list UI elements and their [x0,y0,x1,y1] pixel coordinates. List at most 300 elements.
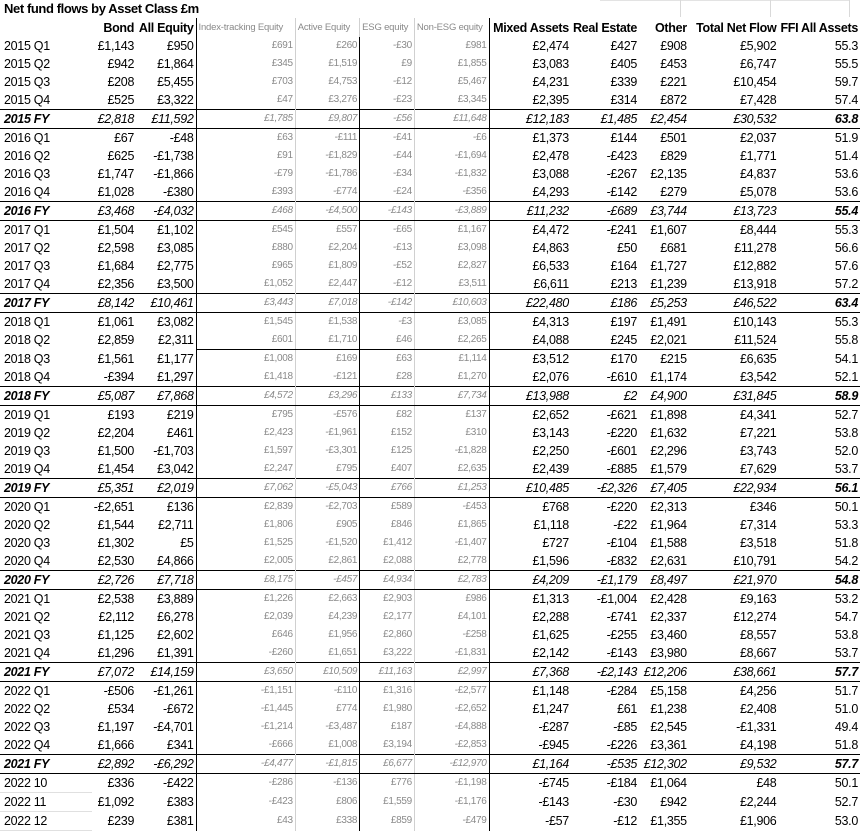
cell-real-estate: -£1,179 [571,571,639,590]
cell-esg-equity: £46 [360,331,415,350]
cell-other: £1,607 [650,223,687,237]
table-row [0,275,860,294]
cell-total-net-flow: £13,723 [689,202,779,221]
cell-esg-equity: -£56 [360,110,415,129]
row-label: 2018 Q4 [4,370,50,384]
cell-all-equity: £383 [136,793,196,812]
cell-non-esg-equity: £310 [414,424,489,442]
cell-other: £1,898 [650,408,687,422]
cell-real-estate: -£832 [606,554,638,568]
cell-non-esg-equity: £3,098 [414,239,489,257]
cell-ffi-all-assets: 53.2 [834,592,858,606]
cell-all-equity: £2,602 [136,626,196,644]
cell-esg-equity: £63 [360,350,415,369]
gridline [849,0,850,17]
column-header-mixed-assets: Mixed Assets [493,20,569,35]
cell-index-tracking-equity: £43 [196,812,295,831]
cell-non-esg-equity: -£1,694 [414,147,489,165]
cell-all-equity: £5 [136,534,196,552]
cell-index-tracking-equity: -£4,477 [196,755,295,774]
cell-real-estate: £405 [610,57,638,71]
cell-all-equity: -£48 [136,129,196,148]
cell-esg-equity: £1,412 [360,534,415,552]
cell-active-equity: -£5,043 [295,479,359,498]
cell-all-equity: -£1,866 [136,165,196,183]
cell-mixed-assets: £4,863 [532,241,569,255]
cell-bond: £2,598 [97,241,135,255]
cell-bond: £1,504 [97,223,135,237]
cell-ffi-all-assets: 63.4 [778,294,860,313]
column-header-other: Other [654,20,687,35]
cell-mixed-assets: £1,164 [489,755,571,774]
cell-esg-equity: £2,177 [360,608,415,626]
cell-esg-equity: £187 [360,718,415,736]
cell-ffi-all-assets: 55.5 [834,57,858,71]
cell-non-esg-equity: £1,167 [414,221,489,240]
cell-real-estate: -£22 [613,518,638,532]
cell-non-esg-equity: -£258 [414,626,489,644]
cell-other: £2,337 [650,610,687,624]
cell-index-tracking-equity: £2,247 [196,460,295,479]
cell-esg-equity: -£30 [360,37,415,55]
cell-total-net-flow: £46,522 [689,294,779,313]
cell-active-equity: -£3,301 [295,442,359,460]
cell-real-estate: £170 [610,352,638,366]
table-row [0,736,860,755]
cell-esg-equity: -£34 [360,165,415,183]
cell-esg-equity: -£143 [360,202,415,221]
cell-active-equity: £795 [295,460,359,479]
column-header-ffi-all-assets: FFI All Assets [780,20,858,35]
cell-all-equity: £136 [136,498,196,517]
cell-total-net-flow: £7,221 [739,426,777,440]
cell-non-esg-equity: -£4,888 [414,718,489,736]
row-label: 2018 Q1 [4,315,50,329]
cell-all-equity: £3,085 [136,239,196,257]
cell-active-equity: -£1,520 [295,534,359,552]
cell-all-equity: £6,278 [136,608,196,626]
cell-non-esg-equity: -£1,407 [414,534,489,552]
cell-mixed-assets: -£745 [538,776,569,791]
row-label: 2020 Q3 [4,536,50,550]
cell-index-tracking-equity: £2,839 [196,498,295,517]
cell-total-net-flow: £3,518 [739,536,777,550]
cell-esg-equity: -£12 [360,73,415,91]
row-label: 2016 Q2 [4,149,50,163]
row-label: 2016 Q4 [4,185,50,199]
cell-total-net-flow: £10,454 [733,75,777,89]
cell-bond: £942 [107,57,135,71]
row-label: 2015 Q1 [4,39,50,53]
cell-total-net-flow: £48 [756,776,777,791]
cell-mixed-assets: £4,313 [532,315,569,329]
column-header-index-tracking-equity: Index-tracking Equity [196,18,295,37]
cell-non-esg-equity: £2,827 [414,257,489,275]
cell-esg-equity: £152 [360,424,415,442]
cell-active-equity: £4,753 [295,73,359,91]
cell-other: £12,206 [639,663,689,682]
cell-bond: £2,538 [97,592,135,606]
cell-other: £2,631 [650,554,687,568]
cell-all-equity: £1,177 [136,350,196,369]
cell-active-equity: £1,651 [295,644,359,663]
cell-all-equity: £950 [136,37,196,55]
cell-bond: £2,204 [97,426,135,440]
cell-non-esg-equity: £4,101 [414,608,489,626]
cell-bond: £1,302 [97,536,135,550]
cell-total-net-flow: £3,542 [739,370,777,384]
table-row [0,183,860,202]
cell-active-equity: £3,276 [295,91,359,110]
cell-all-equity: -£6,292 [136,755,196,774]
cell-mixed-assets: £7,368 [489,663,571,682]
cell-real-estate: -£689 [571,202,639,221]
cell-real-estate: -£143 [606,646,638,660]
cell-real-estate: -£142 [606,185,638,199]
cell-real-estate: £314 [610,93,638,107]
cell-other: £1,632 [650,426,687,440]
cell-ffi-all-assets: 52.0 [834,444,858,458]
cell-ffi-all-assets: 55.3 [834,39,858,53]
cell-other: £2,428 [650,592,687,606]
cell-ffi-all-assets: 57.7 [778,663,860,682]
cell-index-tracking-equity: -£1,445 [196,700,295,718]
table-row [0,165,860,183]
table-row [0,331,860,350]
cell-other: £5,253 [639,294,689,313]
row-label: 2020 Q2 [4,518,50,532]
cell-active-equity: -£111 [295,129,359,148]
cell-other: £1,579 [650,462,687,476]
cell-bond: £1,500 [97,444,135,458]
cell-mixed-assets: £12,183 [489,110,571,129]
cell-real-estate: -£610 [606,370,638,384]
cell-real-estate: -£535 [571,755,639,774]
table-row [0,700,860,718]
cell-all-equity: £5,455 [136,73,196,91]
cell-mixed-assets: £1,118 [533,518,569,532]
cell-other: £2,021 [639,331,689,350]
cell-non-esg-equity: -£1,176 [414,793,489,812]
table-row [0,442,860,460]
cell-bond: £1,684 [97,259,135,273]
cell-ffi-all-assets: 55.8 [834,333,858,348]
cell-bond: £1,561 [97,351,135,366]
column-header-non-esg-equity: Non-ESG equity [414,18,489,37]
table-row [0,590,860,609]
cell-other: £1,727 [650,259,687,273]
cell-total-net-flow: £5,078 [739,185,777,199]
cell-mixed-assets: £6,611 [533,277,569,291]
cell-esg-equity: £4,934 [360,571,415,590]
cell-index-tracking-equity: -£1,151 [196,682,295,701]
cell-mixed-assets: -£143 [538,795,569,809]
row-label: 2021 Q4 [4,646,50,660]
cell-ffi-all-assets: 54.7 [834,610,858,624]
header-row [0,18,860,37]
cell-active-equity: £169 [295,350,359,369]
table-row [0,498,860,517]
cell-real-estate: -£423 [606,149,638,163]
cell-other: £3,361 [650,738,687,752]
cell-index-tracking-equity: £965 [196,257,295,275]
cell-ffi-all-assets: 52.1 [834,370,858,384]
cell-esg-equity: -£44 [360,147,415,165]
row-label: 2020 FY [0,571,92,590]
cell-active-equity: £2,861 [295,552,359,571]
cell-active-equity: £338 [295,812,359,831]
cell-all-equity: £14,159 [136,663,196,682]
cell-index-tracking-equity: £646 [196,626,295,644]
cell-ffi-all-assets: 58.9 [778,387,860,406]
cell-total-net-flow: £3,743 [739,444,777,458]
cell-mixed-assets: £3,088 [532,167,569,181]
row-label: 2019 Q2 [4,426,50,440]
cell-mixed-assets: £1,313 [532,592,569,606]
row-label: 2021 Q3 [4,628,50,642]
cell-bond: £1,454 [97,462,135,476]
cell-bond: £3,468 [92,202,136,221]
cell-mixed-assets: £10,485 [489,479,571,498]
cell-other: £1,064 [650,776,687,791]
table-row-full-year [0,663,860,682]
cell-total-net-flow: £7,314 [739,518,777,532]
cell-ffi-all-assets: 50.1 [834,776,858,791]
cell-total-net-flow: £2,037 [739,131,777,145]
cell-active-equity: £260 [295,37,359,55]
cell-bond: £1,143 [97,39,135,53]
cell-real-estate: -£2,143 [571,663,639,682]
cell-other: £3,980 [650,646,687,660]
cell-other: £3,460 [650,628,687,642]
cell-non-esg-equity: -£12,970 [414,755,489,774]
cell-index-tracking-equity: £1,418 [196,368,295,387]
cell-non-esg-equity: -£453 [414,498,489,517]
cell-all-equity: -£4,701 [136,718,196,736]
table-row-full-year [0,294,860,313]
cell-active-equity: -£576 [295,406,359,425]
cell-other: £872 [660,93,687,107]
cell-active-equity: £10,509 [295,663,359,682]
table-row [0,644,860,663]
cell-index-tracking-equity: -£79 [196,165,295,183]
cell-real-estate: -£220 [606,500,638,514]
cell-total-net-flow: £22,934 [689,479,779,498]
cell-ffi-all-assets: 55.4 [778,202,860,221]
fund-flows-table [0,18,860,831]
cell-esg-equity: £9 [360,55,415,73]
cell-index-tracking-equity: £3,650 [196,663,295,682]
cell-non-esg-equity: -£1,828 [414,442,489,460]
cell-total-net-flow: £7,629 [739,462,777,476]
cell-total-net-flow: £4,256 [739,684,777,698]
cell-real-estate: £144 [610,131,638,145]
cell-real-estate: -£30 [613,795,638,809]
cell-real-estate: -£241 [606,223,638,237]
cell-esg-equity: -£3 [360,313,415,332]
cell-bond: £67 [114,131,135,145]
cell-index-tracking-equity: -£666 [196,736,295,755]
cell-all-equity: £1,864 [136,55,196,73]
cell-total-net-flow: £1,906 [739,814,777,828]
cell-non-esg-equity: £2,635 [414,460,489,479]
cell-total-net-flow: £2,244 [739,795,777,809]
table-row [0,73,860,91]
cell-mixed-assets: £11,232 [489,202,571,221]
cell-index-tracking-equity: -£286 [196,774,295,793]
cell-other: £3,744 [639,202,689,221]
cell-other: £5,158 [650,684,687,698]
cell-all-equity: £219 [136,406,196,425]
table-row-full-year [0,755,860,774]
cell-ffi-all-assets: 55.3 [834,223,858,237]
row-label: 2019 Q4 [4,462,50,476]
cell-bond: £1,747 [97,167,135,181]
cell-total-net-flow: £1,771 [739,149,777,163]
cell-all-equity: -£1,738 [136,147,196,165]
cell-non-esg-equity: -£2,652 [414,700,489,718]
cell-esg-equity: -£23 [360,91,415,110]
cell-index-tracking-equity: £703 [196,73,295,91]
cell-mixed-assets: £768 [542,500,569,514]
row-label: 2015 Q4 [4,93,50,107]
cell-other: £453 [660,57,687,71]
row-label: 2017 FY [0,294,92,313]
cell-all-equity: £10,461 [136,294,196,313]
cell-ffi-all-assets: 56.6 [834,241,858,255]
cell-real-estate: -£601 [606,444,638,458]
row-label: 2017 Q4 [4,277,50,291]
cell-mixed-assets: £1,148 [532,684,569,698]
cell-active-equity: £1,519 [295,55,359,73]
cell-ffi-all-assets: 53.7 [834,462,858,476]
cell-index-tracking-equity: -£260 [196,644,295,663]
cell-bond: £2,726 [92,571,136,590]
cell-non-esg-equity: £3,085 [414,313,489,332]
cell-active-equity: -£1,815 [295,755,359,774]
cell-real-estate: £213 [610,277,638,291]
cell-non-esg-equity: -£1,832 [414,165,489,183]
cell-other: £1,964 [650,518,687,532]
cell-esg-equity: £125 [360,442,415,460]
column-header-label [0,18,92,37]
cell-ffi-all-assets: 51.8 [834,738,858,752]
table-row [0,516,860,534]
table-row [0,147,860,165]
row-label: 2022 Q4 [4,738,50,752]
cell-index-tracking-equity: £47 [196,91,295,110]
cell-non-esg-equity: £3,511 [414,275,489,294]
cell-other: £2,313 [650,500,687,514]
cell-other: £279 [660,185,687,199]
cell-real-estate: £50 [617,241,638,255]
cell-bond: £1,296 [97,646,135,660]
cell-other: £2,545 [650,720,687,734]
cell-real-estate: -£226 [606,738,638,752]
cell-ffi-all-assets: 52.7 [834,795,858,809]
cell-mixed-assets: £2,142 [532,646,569,660]
cell-non-esg-equity: £981 [414,37,489,55]
cell-ffi-all-assets: 51.9 [834,131,858,145]
table-row [0,91,860,110]
row-label: 2016 Q1 [4,131,50,145]
cell-all-equity: £3,889 [136,590,196,609]
cell-all-equity: £11,592 [136,110,196,129]
cell-mixed-assets: £2,076 [532,370,569,384]
cell-non-esg-equity: £1,114 [414,350,489,369]
cell-real-estate: £1,485 [571,110,639,129]
row-label: 2015 FY [0,110,92,129]
cell-non-esg-equity: £986 [414,590,489,609]
cell-non-esg-equity: £137 [414,406,489,425]
table-row-full-year [0,202,860,221]
cell-index-tracking-equity: £2,039 [196,608,295,626]
sheet-title: Net fund flows by Asset Class £m [4,1,199,16]
cell-mixed-assets: £4,293 [532,185,569,199]
cell-index-tracking-equity: £880 [196,239,295,257]
cell-real-estate: -£621 [606,408,638,422]
cell-esg-equity: £6,677 [360,755,415,774]
cell-non-esg-equity: £2,265 [414,331,489,350]
cell-bond: £2,112 [98,610,135,624]
cell-total-net-flow: £6,747 [739,57,777,71]
table-row-full-year [0,387,860,406]
row-label: 2021 Q2 [4,610,50,624]
cell-ffi-all-assets: 52.7 [834,408,858,422]
cell-other: £12,302 [639,755,689,774]
cell-real-estate: -£2,326 [571,479,639,498]
cell-non-esg-equity: £2,778 [414,552,489,571]
cell-esg-equity: -£41 [360,129,415,148]
cell-non-esg-equity: -£2,853 [414,736,489,755]
row-label: 2016 FY [0,202,92,221]
cell-ffi-all-assets: 53.8 [834,628,858,642]
cell-active-equity: £774 [295,700,359,718]
cell-active-equity: -£1,829 [295,147,359,165]
cell-esg-equity: £1,980 [360,700,415,718]
cell-esg-equity: £589 [360,498,415,517]
cell-active-equity: £806 [295,793,359,812]
cell-mixed-assets: -£945 [538,738,569,752]
cell-index-tracking-equity: £795 [196,406,295,425]
row-label: 2017 Q2 [4,241,50,255]
gridline [680,0,681,17]
table-row [0,368,860,387]
table-row [0,718,860,736]
cell-all-equity: £1,102 [136,221,196,240]
cell-ffi-all-assets: 51.4 [834,149,858,163]
cell-non-esg-equity: -£1,198 [414,774,489,793]
cell-other: £681 [660,241,687,255]
cell-all-equity: £381 [136,812,196,831]
cell-active-equity: -£110 [295,682,359,701]
cell-ffi-all-assets: 54.8 [778,571,860,590]
cell-esg-equity: £2,860 [360,626,415,644]
table-row [0,313,860,332]
row-label: 2017 Q1 [4,223,50,237]
cell-ffi-all-assets: 53.3 [834,518,858,532]
table-row-full-year [0,110,860,129]
cell-non-esg-equity: £7,734 [414,387,489,406]
cell-active-equity: £2,663 [295,590,359,609]
cell-mixed-assets: £3,083 [532,57,569,71]
cell-index-tracking-equity: -£1,214 [196,718,295,736]
cell-index-tracking-equity: £691 [196,37,295,55]
row-label: 2018 Q3 [4,351,50,366]
table-row [0,812,860,831]
cell-other: £215 [660,352,687,366]
cell-index-tracking-equity: £545 [196,221,295,240]
